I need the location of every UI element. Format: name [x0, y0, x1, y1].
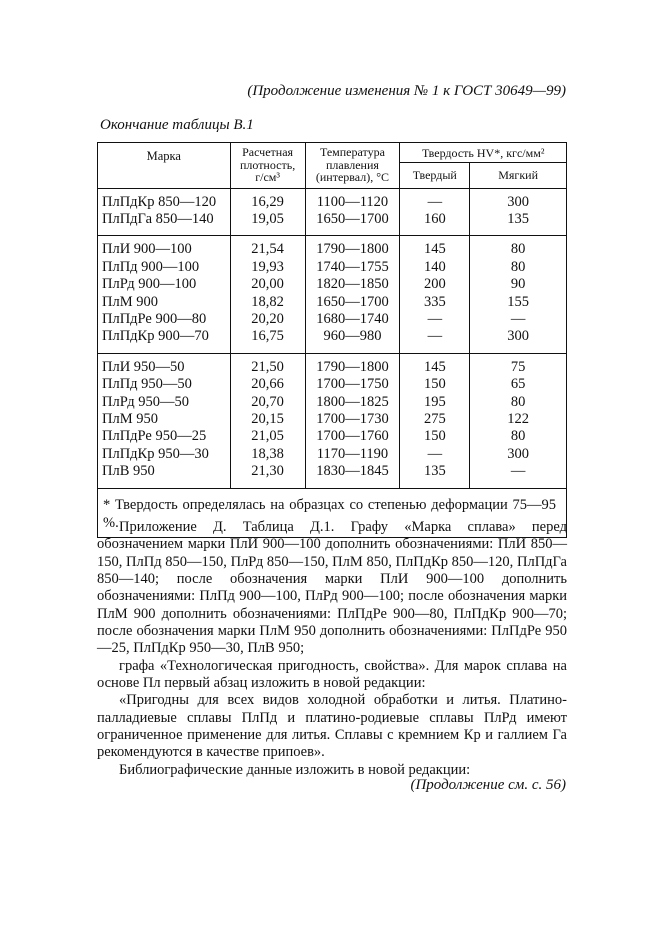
cell-hard: 150 [400, 376, 470, 393]
cell-hard: — [400, 188, 470, 211]
cell-hard: — [400, 446, 470, 463]
header-soft: Мягкий [470, 163, 567, 188]
paragraph: Приложение Д. Таблица Д.1. Графу «Марка сплава» перед обозначением марки ПлИ 900—100 дополнить обозначениями: ПлИ 850—150, ПлПд 850—150, ПлРд 850—150, ПлМ 850, ПлПдКр 850—120, ПлПдГа 850—140; после обозначения марки ПлИ 900—100 дополнить обозначениями: ПлПд 900—100, ПлРд 900—100; после обозначения марки ПлМ 900 дополнить обозначениями: ПлПдРе 900—80, ПлПдКр 900—70; после обозначения марки ПлМ 950 дополнить обозначениями: ПлПдРе 950—25, ПлПдКр 950—30, ПлВ 950; [97, 519, 567, 657]
cell-temperature: 1170—1190 [305, 446, 400, 463]
table-footnote: * Твердость определялась на образцах со степенью деформации 75—95 %. [98, 488, 567, 537]
cell-temperature: 1100—1120 [305, 188, 400, 211]
cell-temperature: 1680—1740 [305, 311, 400, 328]
cell-temperature: 1820—1850 [305, 276, 400, 293]
page-header: (Продолжение изменения № 1 к ГОСТ 30649—99) [247, 83, 566, 99]
header-temperature: Температура плавления (интервал), °С [305, 143, 400, 189]
cell-soft: 300 [470, 188, 567, 211]
alloy-table [97, 142, 567, 538]
cell-soft: 80 [470, 428, 567, 445]
header-marka: Марка [98, 143, 231, 189]
cell-density: 20,00 [230, 276, 305, 293]
cell-density: 19,05 [230, 211, 305, 236]
cell-hard: 335 [400, 294, 470, 311]
cell-temperature: 1650—1700 [305, 294, 400, 311]
cell-density: 20,70 [230, 394, 305, 411]
cell-hard: 195 [400, 394, 470, 411]
cell-hard: 275 [400, 411, 470, 428]
cell-hard: 150 [400, 428, 470, 445]
cell-marka: ПлПд 950—50 [98, 376, 231, 393]
cell-temperature: 1790—1800 [305, 236, 400, 259]
header-hardness: Твердость HV*, кгс/мм² [400, 143, 567, 163]
cell-density: 21,05 [230, 428, 305, 445]
cell-soft: 80 [470, 259, 567, 276]
cell-temperature: 1790—1800 [305, 353, 400, 376]
table-row [98, 188, 567, 211]
cell-soft: 80 [470, 394, 567, 411]
paragraph: «Пригодны для всех видов холодной обработки и литья. Платино-палладиевые сплавы ПлПд и платино-родиевые сплавы ПлРд имеют ограниченное применение для литья. Сплавы с кремнием Кр и галлием Га рекомендуются в качестве припоев». [97, 692, 567, 761]
cell-soft: 75 [470, 353, 567, 376]
table-row [98, 311, 567, 328]
cell-temperature: 1800—1825 [305, 394, 400, 411]
cell-marka: ПлИ 950—50 [98, 353, 231, 376]
cell-density: 16,75 [230, 328, 305, 353]
paragraph: графа «Технологическая пригодность, свойства». Для марок сплава на основе Пл первый абзац изложить в новой редакции: [97, 657, 567, 692]
cell-hard: 140 [400, 259, 470, 276]
cell-density: 18,38 [230, 446, 305, 463]
cell-hard: — [400, 311, 470, 328]
table-row [98, 211, 567, 236]
table-group [98, 236, 567, 353]
paragraph: Библиографические данные изложить в новой редакции: [119, 761, 471, 778]
cell-soft: 90 [470, 276, 567, 293]
cell-density: 18,82 [230, 294, 305, 311]
header-density: Расчетная плотность, г/см³ [230, 143, 305, 189]
cell-soft: 155 [470, 294, 567, 311]
cell-temperature: 1700—1730 [305, 411, 400, 428]
cell-soft: 300 [470, 328, 567, 353]
cell-hard: 200 [400, 276, 470, 293]
table-row [98, 446, 567, 463]
cell-temperature: 1700—1760 [305, 428, 400, 445]
table-row [98, 394, 567, 411]
table-caption: Окончание таблицы В.1 [100, 117, 254, 133]
cell-soft: — [470, 463, 567, 488]
table-row [98, 328, 567, 353]
cell-density: 20,20 [230, 311, 305, 328]
cell-marka: ПлПд 900—100 [98, 259, 231, 276]
cell-density: 21,30 [230, 463, 305, 488]
cell-marka: ПлРд 900—100 [98, 276, 231, 293]
cell-density: 16,29 [230, 188, 305, 211]
table-row [98, 353, 567, 376]
cell-soft: — [470, 311, 567, 328]
cell-marka: ПлПдРе 900—80 [98, 311, 231, 328]
cell-hard: — [400, 328, 470, 353]
cell-hard: 145 [400, 353, 470, 376]
cell-soft: 80 [470, 236, 567, 259]
cell-soft: 135 [470, 211, 567, 236]
cell-temperature: 1830—1845 [305, 463, 400, 488]
table-group [98, 353, 567, 488]
continuation-note: (Продолжение см. с. 56) [410, 777, 566, 793]
cell-soft: 300 [470, 446, 567, 463]
cell-marka: ПлПдРе 950—25 [98, 428, 231, 445]
table-group [98, 188, 567, 236]
table-row [98, 463, 567, 488]
cell-density: 20,15 [230, 411, 305, 428]
table-row [98, 294, 567, 311]
cell-marka: ПлРд 950—50 [98, 394, 231, 411]
cell-marka: ПлПдГа 850—140 [98, 211, 231, 236]
table-row [98, 236, 567, 259]
cell-marka: ПлМ 900 [98, 294, 231, 311]
cell-density: 21,54 [230, 236, 305, 259]
table-row [98, 259, 567, 276]
cell-temperature: 1650—1700 [305, 211, 400, 236]
cell-temperature: 960—980 [305, 328, 400, 353]
table-row [98, 411, 567, 428]
cell-density: 19,93 [230, 259, 305, 276]
cell-density: 21,50 [230, 353, 305, 376]
table-row [98, 428, 567, 445]
cell-marka: ПлПдКр 950—30 [98, 446, 231, 463]
cell-marka: ПлИ 900—100 [98, 236, 231, 259]
table-row [98, 276, 567, 293]
cell-marka: ПлВ 950 [98, 463, 231, 488]
cell-temperature: 1700—1750 [305, 376, 400, 393]
cell-marka: ПлПдКр 900—70 [98, 328, 231, 353]
table-row [98, 376, 567, 393]
header-hard: Твердый [400, 163, 470, 188]
cell-hard: 145 [400, 236, 470, 259]
body-text [97, 519, 567, 779]
cell-marka: ПлПдКр 850—120 [98, 188, 231, 211]
cell-soft: 122 [470, 411, 567, 428]
cell-soft: 65 [470, 376, 567, 393]
cell-marka: ПлМ 950 [98, 411, 231, 428]
cell-density: 20,66 [230, 376, 305, 393]
cell-hard: 160 [400, 211, 470, 236]
cell-hard: 135 [400, 463, 470, 488]
cell-temperature: 1740—1755 [305, 259, 400, 276]
